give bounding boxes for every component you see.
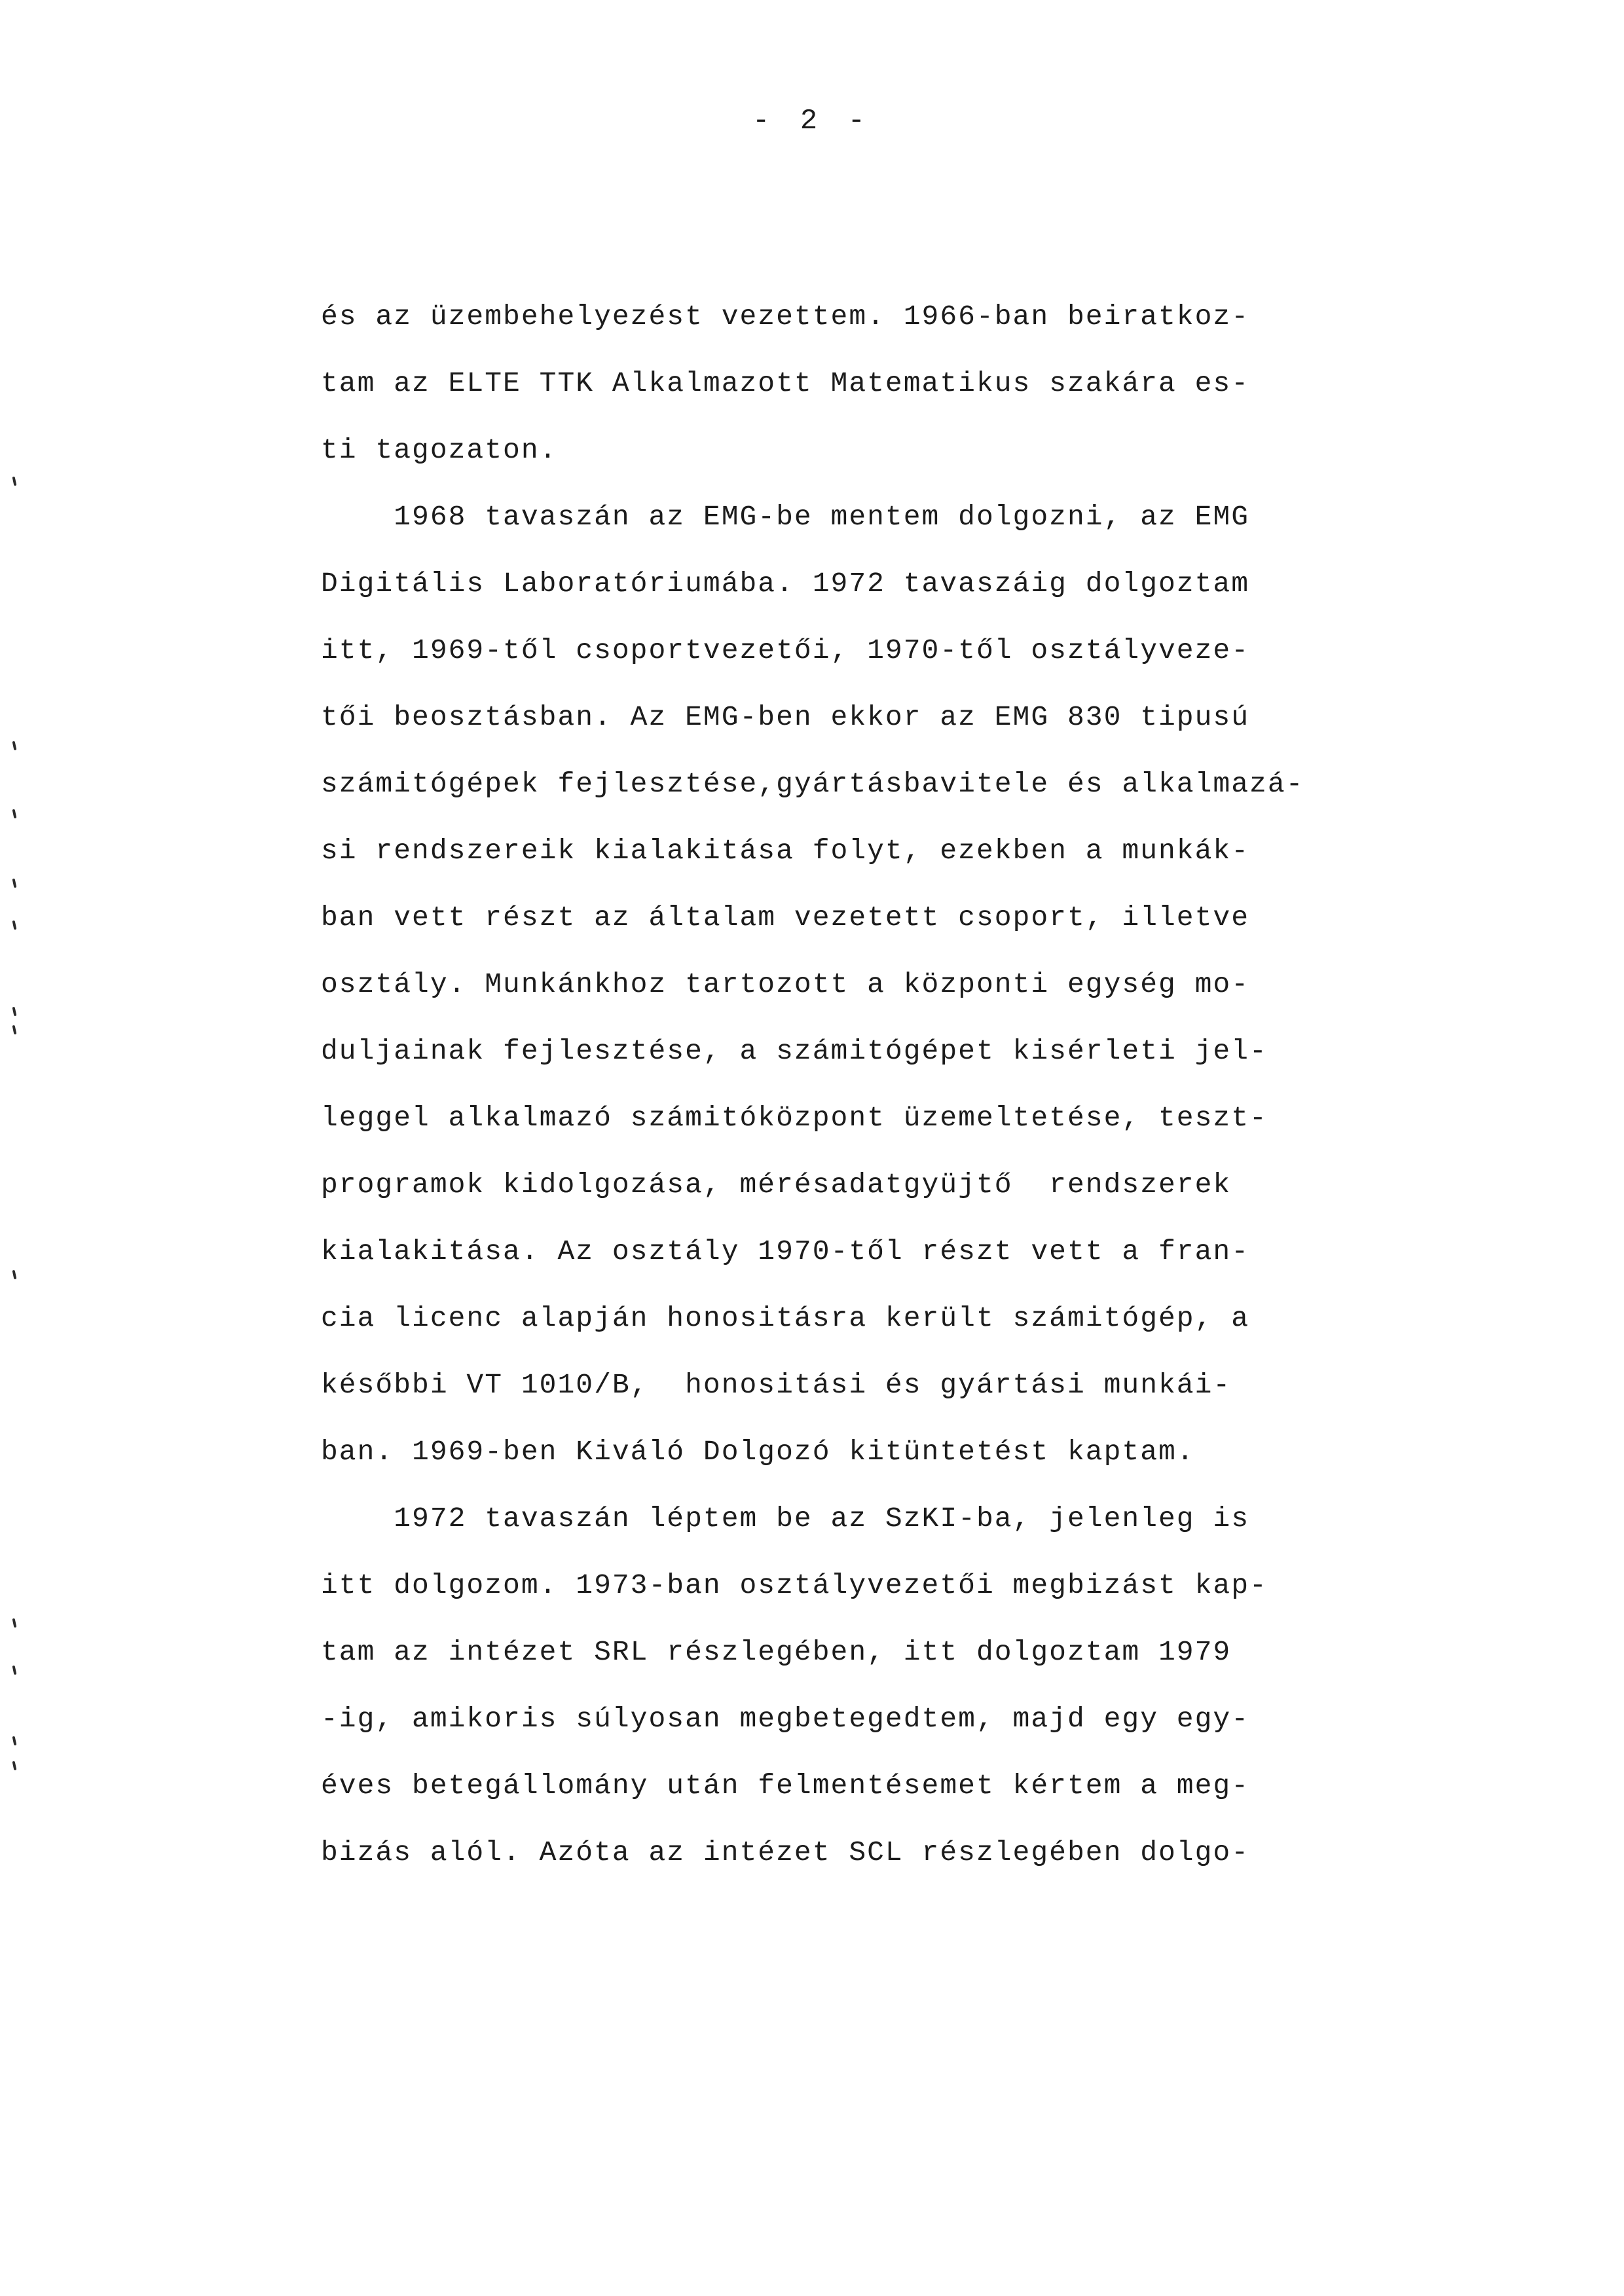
- text-line: osztály. Munkánkhoz tartozott a központi egység mo-: [321, 968, 1250, 1000]
- text-line: Digitális Laboratóriumába. 1972 tavaszáig dolgoztam: [321, 568, 1250, 600]
- text-line: tam az intézet SRL részlegében, itt dolgoztam 1979: [321, 1636, 1232, 1668]
- text-line: számitógépek fejlesztése,gyártásbavitele és alkalmazá-: [321, 768, 1304, 800]
- text-line: tam az ELTE TTK Alkalmazott Matematikus szakára es-: [321, 367, 1250, 399]
- scan-mark: [12, 920, 17, 930]
- scan-mark: [12, 1007, 17, 1017]
- scan-mark: [12, 879, 17, 888]
- text-line: cia licenc alapján honositásra került számitógép, a: [321, 1302, 1250, 1334]
- scan-mark: [12, 1618, 17, 1628]
- scan-mark: [12, 1761, 17, 1771]
- scan-mark: [12, 809, 17, 819]
- scan-mark: [12, 1270, 17, 1280]
- scan-mark: [12, 1736, 17, 1746]
- text-line: tői beosztásban. Az EMG-ben ekkor az EMG 830 tipusú: [321, 701, 1250, 733]
- text-line: -ig, amikoris súlyosan megbetegedtem, majd egy egy-: [321, 1703, 1250, 1735]
- text-line: si rendszereik kialakitása folyt, ezekben a munkák-: [321, 835, 1250, 867]
- text-line: programok kidolgozása, mérésadatgyüjtő rendszerek: [321, 1169, 1232, 1201]
- text-line: kialakitása. Az osztály 1970-től részt vett a fran-: [321, 1235, 1250, 1267]
- text-line: itt dolgozom. 1973-ban osztályvezetői megbizást kap-: [321, 1569, 1268, 1601]
- text-line: duljainak fejlesztése, a számitógépet kisérleti jel-: [321, 1035, 1268, 1067]
- text-line: 1968 tavaszán az EMG-be mentem dolgozni, az EMG: [321, 501, 1250, 533]
- text-line: ban vett részt az általam vezetett csoport, illetve: [321, 902, 1250, 934]
- scan-mark: [12, 1666, 17, 1675]
- text-line: ti tagozaton.: [321, 434, 558, 466]
- page-number: - 2 -: [752, 105, 872, 137]
- text-line: leggel alkalmazó számitóközpont üzemeltetése, teszt-: [321, 1102, 1268, 1134]
- text-line: bizás alól. Azóta az intézet SCL részlegében dolgo-: [321, 1836, 1250, 1868]
- scan-mark: [12, 1025, 17, 1035]
- text-line: és az üzembehelyezést vezettem. 1966-ban beiratkoz-: [321, 301, 1250, 333]
- text-line: ban. 1969-ben Kiváló Dolgozó kitüntetést kaptam.: [321, 1436, 1195, 1468]
- text-line: 1972 tavaszán léptem be az SzKI-ba, jelenleg is: [321, 1503, 1250, 1535]
- text-line: későbbi VT 1010/B, honositási és gyártási munkái-: [321, 1369, 1232, 1401]
- scan-mark: [12, 477, 17, 486]
- scan-mark: [12, 741, 17, 751]
- text-line: itt, 1969-től csoportvezetői, 1970-től osztályveze-: [321, 634, 1250, 666]
- text-line: éves betegállomány után felmentésemet kértem a meg-: [321, 1770, 1250, 1802]
